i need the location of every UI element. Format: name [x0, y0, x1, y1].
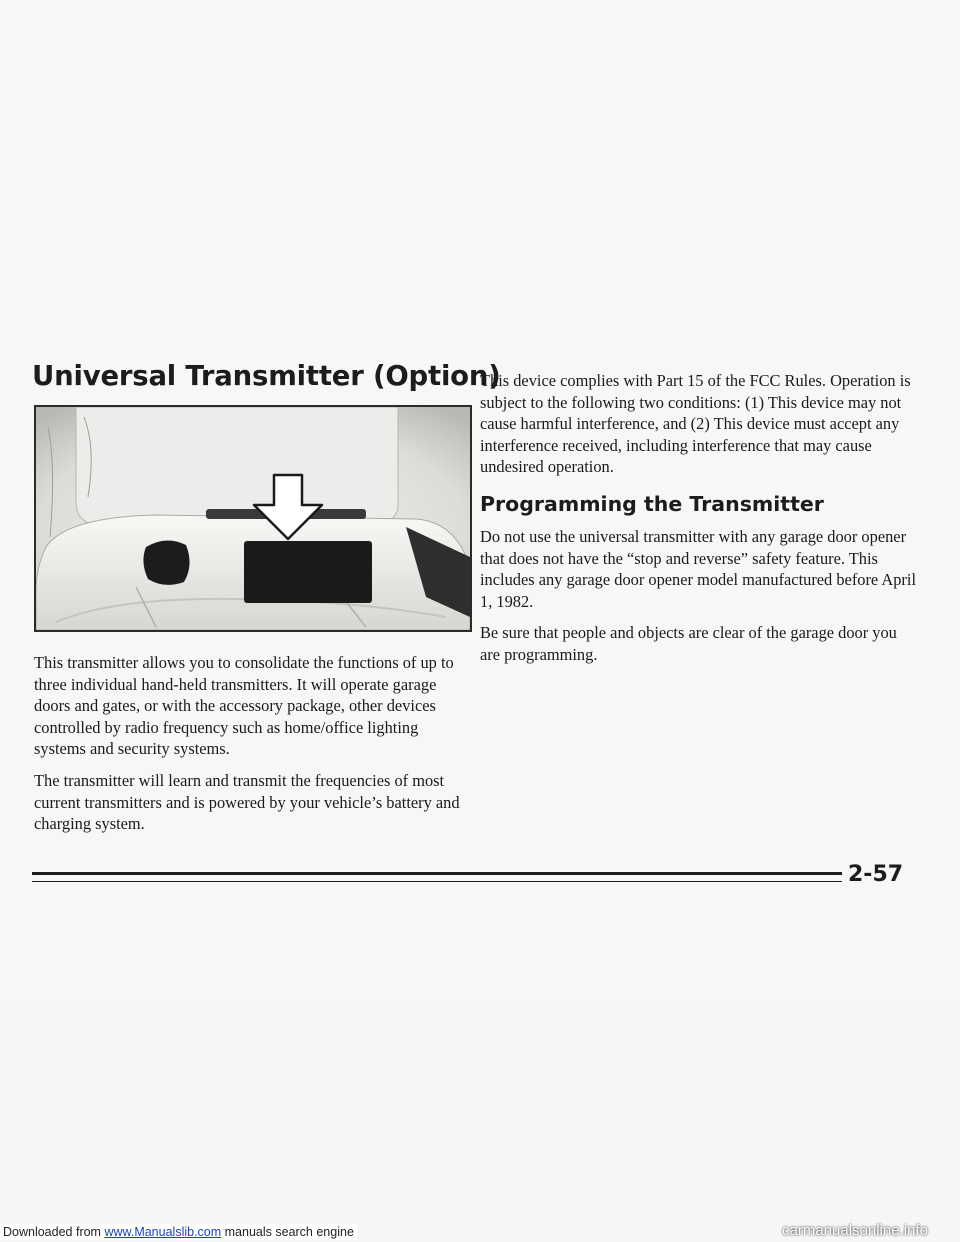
subheading-programming: Programming the Transmitter — [480, 491, 824, 516]
left-column — [34, 652, 474, 845]
section-title: Universal Transmitter (Option) — [32, 360, 501, 392]
transmitter-illustration — [34, 405, 472, 632]
footer-rule-thin — [32, 881, 842, 882]
manualslib-link[interactable]: www.Manualslib.com — [104, 1225, 222, 1239]
footer-rule — [32, 872, 842, 875]
body-paragraph: Be sure that people and objects are clear of the garage door you are programming. — [480, 623, 897, 664]
right-column — [480, 370, 920, 676]
page-number: 2-57 — [848, 862, 904, 887]
overhead-console-photo — [36, 407, 470, 630]
banner-suffix: manuals search engine — [221, 1225, 354, 1239]
body-paragraph: The transmitter will learn and transmit the frequencies of most current transmitters and is powered by your vehicle’s battery and charging system. — [34, 770, 460, 834]
download-banner — [0, 1224, 357, 1240]
fcc-notice: This device complies with Part 15 of the FCC Rules. Operation is subject to the following two conditions: (1) This device may not cause harmful interference, and (2) This device must accept any interference received, including interference that may cause undesired operation. — [480, 371, 911, 477]
watermark: carmanualsonline.info — [782, 1222, 928, 1239]
banner-prefix: Downloaded from — [3, 1225, 105, 1239]
body-paragraph: This transmitter allows you to consolidate the functions of up to three individual hand-held transmitters. It will operate garage doors and gates, or with the accessory package, other devices controlled by radio frequency such as home/office lighting systems and security systems. — [34, 653, 454, 759]
body-paragraph: Do not use the universal transmitter with any garage door opener that does not have the “stop and reverse” safety feature. This includes any garage door opener model manufactured before April 1, 1982. — [480, 526, 916, 611]
